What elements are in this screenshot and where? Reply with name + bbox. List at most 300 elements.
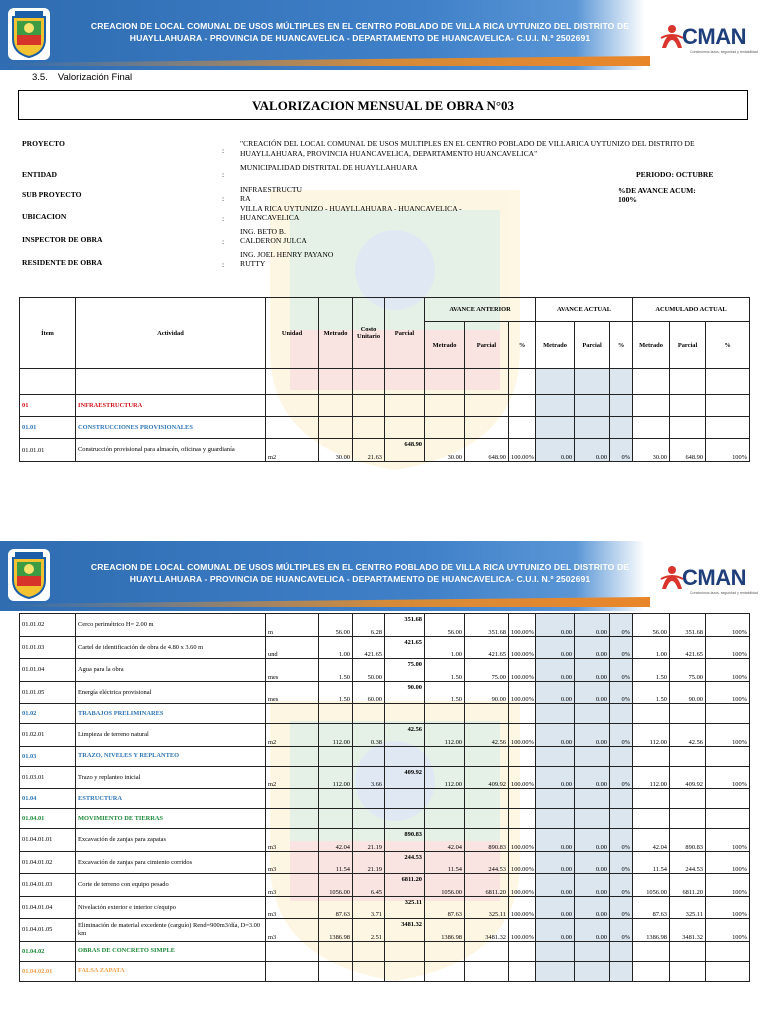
actual-parcial-value: 0.00: [575, 919, 610, 942]
activity-description: Corte de terreno con equipo pesado: [76, 874, 266, 897]
value-avance-acum: 100%: [618, 195, 637, 204]
anterior-metrado-value: 1386.98: [425, 919, 465, 942]
cman-figure-icon: [660, 565, 684, 591]
item-code: 01.01.01: [20, 439, 76, 462]
actual-parcial-value: 0.00: [575, 829, 610, 852]
item-code: 01.04.01.02: [20, 851, 76, 874]
empty-cell: [509, 369, 536, 395]
anterior-parcial-value: 890.83: [465, 829, 509, 852]
colon-proyecto: :: [222, 146, 225, 155]
actual-parcial-value: 0.00: [575, 896, 610, 919]
acumulado-pct-value: 100%: [706, 896, 750, 919]
acumulado-pct-value: 100%: [706, 614, 750, 637]
banner-title-line-1: CREACION DE LOCAL COMUNAL DE USOS MÚLTIPLES EN EL CENTRO POBLADO DE VILLA RICA UYTUNIZO DEL DISTRITO DE: [90, 21, 630, 31]
label-inspector: INSPECTOR DE OBRA: [22, 235, 103, 244]
unit-value: m3: [266, 896, 319, 919]
col-group-acumulado-actual: ACUMULADO ACTUAL: [633, 298, 750, 322]
empty-cell: [670, 417, 706, 439]
actual-parcial-value: 0.00: [575, 766, 610, 789]
unit-cost-value: 2.51: [353, 919, 385, 942]
parcial-value: 3481.32: [385, 919, 425, 942]
empty-cell: [610, 395, 633, 417]
banner-title: [90, 20, 630, 44]
empty-cell: [465, 369, 509, 395]
table-row: [20, 829, 750, 852]
empty-cell: [706, 704, 750, 724]
col-actividad: Actividad: [76, 298, 266, 369]
table-row: [20, 614, 750, 637]
empty-cell: [536, 704, 575, 724]
anterior-parcial-value: 648.90: [465, 439, 509, 462]
unit-value: mes: [266, 659, 319, 682]
unit-cost-value: 6.28: [353, 614, 385, 637]
empty-cell: [633, 704, 670, 724]
acumulado-pct-value: 100%: [706, 829, 750, 852]
banner-title-line-2: HUAYLLAHUARA - PROVINCIA DE HUANCAVELICA - DEPARTAMENTO DE HUANCAVELICA- C.U.I. N.º 2502691: [129, 574, 591, 584]
actual-parcial-value: 0.00: [575, 724, 610, 747]
empty-cell: [425, 961, 465, 981]
empty-cell: [425, 941, 465, 961]
anterior-metrado-value: 56.00: [425, 614, 465, 637]
empty-cell: [509, 704, 536, 724]
empty-cell: [706, 941, 750, 961]
empty-cell: [319, 809, 353, 829]
col-costo-unitario: Costo Unitario: [353, 298, 385, 369]
empty-cell: [536, 789, 575, 809]
unit-cost-value: 60.00: [353, 681, 385, 704]
empty-cell: [633, 789, 670, 809]
empty-cell: [76, 369, 266, 395]
unit-value: m3: [266, 874, 319, 897]
acumulado-metrado-value: 112.00: [633, 766, 670, 789]
colon-sub-proyecto: :: [222, 194, 225, 203]
anterior-parcial-value: 351.68: [465, 614, 509, 637]
empty-cell: [319, 789, 353, 809]
empty-cell: [536, 809, 575, 829]
section-heading: [32, 72, 132, 83]
item-code: 01.01: [20, 417, 76, 439]
actual-pct-value: 0%: [610, 681, 633, 704]
activity-description: Cerco perimétrico H= 2.00 m: [76, 614, 266, 637]
value-inspector: ING. BETO B. CALDERON JULCA: [240, 227, 307, 245]
unit-value: m3: [266, 829, 319, 852]
empty-cell: [465, 417, 509, 439]
empty-cell: [706, 395, 750, 417]
banner-title: [90, 561, 630, 585]
col-actual-metrado: Metrado: [536, 322, 575, 369]
empty-cell: [353, 395, 385, 417]
empty-cell: [266, 809, 319, 829]
anterior-parcial-value: 42.56: [465, 724, 509, 747]
empty-cell: [425, 704, 465, 724]
col-metrado: Metrado: [319, 298, 353, 369]
empty-cell: [633, 809, 670, 829]
empty-cell: [610, 369, 633, 395]
empty-cell: [319, 704, 353, 724]
empty-cell: [465, 704, 509, 724]
empty-cell: [670, 395, 706, 417]
acumulado-metrado-value: 1056.00: [633, 874, 670, 897]
empty-cell: [536, 961, 575, 981]
empty-cell: [266, 417, 319, 439]
empty-cell: [385, 809, 425, 829]
metrado-value: 1056.00: [319, 874, 353, 897]
anterior-parcial-value: 421.65: [465, 636, 509, 659]
actual-metrado-value: 0.00: [536, 766, 575, 789]
item-code: 01.02.01: [20, 724, 76, 747]
metrado-value: 112.00: [319, 724, 353, 747]
actual-pct-value: 0%: [610, 896, 633, 919]
parcial-value: 421.65: [385, 636, 425, 659]
empty-cell: [20, 369, 76, 395]
empty-cell: [575, 417, 610, 439]
acumulado-pct-value: 100%: [706, 874, 750, 897]
activity-description: Energía eléctrica provisional: [76, 681, 266, 704]
actual-pct-value: 0%: [610, 874, 633, 897]
label-periodo: PERIODO: OCTUBRE: [636, 170, 714, 179]
empty-cell: [385, 417, 425, 439]
parcial-value: 351.68: [385, 614, 425, 637]
anterior-parcial-value: 409.92: [465, 766, 509, 789]
acumulado-parcial-value: 6811.20: [670, 874, 706, 897]
empty-cell: [266, 789, 319, 809]
empty-cell: [670, 961, 706, 981]
empty-cell: [670, 369, 706, 395]
empty-cell: [670, 941, 706, 961]
colon-residente: :: [222, 260, 225, 269]
document-title: VALORIZACION MENSUAL DE OBRA N°03: [18, 90, 748, 120]
unit-cost-value: 6.45: [353, 874, 385, 897]
value-ubicacion: VILLA RICA UYTUNIZO - HUAYLLAHUARA - HUANCAVELICA - HUANCAVELICA: [240, 204, 462, 222]
parcial-value: 42.56: [385, 724, 425, 747]
empty-cell: [385, 369, 425, 395]
empty-cell: [385, 789, 425, 809]
empty-cell: [575, 369, 610, 395]
empty-cell: [633, 417, 670, 439]
label-avance-acum: %DE AVANCE ACUM:: [618, 186, 696, 195]
empty-cell: [670, 809, 706, 829]
col-acumulado-metrado: Metrado: [633, 322, 670, 369]
col-anterior-metrado: Metrado: [425, 322, 465, 369]
page-separator: [0, 500, 768, 541]
unit-cost-value: 0.38: [353, 724, 385, 747]
col-anterior-pct: %: [509, 322, 536, 369]
actual-pct-value: 0%: [610, 919, 633, 942]
actual-parcial-value: 0.00: [575, 636, 610, 659]
empty-cell: [509, 417, 536, 439]
table-row: [20, 851, 750, 874]
anterior-pct-value: 100.00%: [509, 829, 536, 852]
empty-cell: [509, 809, 536, 829]
acumulado-pct-value: 100%: [706, 724, 750, 747]
table-section-row: [20, 961, 750, 981]
acumulado-pct-value: 100%: [706, 919, 750, 942]
acumulado-parcial-value: 42.56: [670, 724, 706, 747]
actual-parcial-value: 0.00: [575, 614, 610, 637]
empty-cell: [266, 941, 319, 961]
empty-cell: [266, 395, 319, 417]
empty-cell: [509, 941, 536, 961]
empty-cell: [353, 809, 385, 829]
anterior-pct-value: 100.00%: [509, 636, 536, 659]
anterior-metrado-value: 11.54: [425, 851, 465, 874]
acumulado-parcial-value: 244.53: [670, 851, 706, 874]
anterior-parcial-value: 3481.32: [465, 919, 509, 942]
unit-value: m3: [266, 919, 319, 942]
unit-value: m3: [266, 851, 319, 874]
empty-cell: [266, 746, 319, 766]
table-blank-row: [20, 369, 750, 395]
empty-cell: [706, 961, 750, 981]
empty-cell: [425, 809, 465, 829]
empty-cell: [575, 941, 610, 961]
section-title: OBRAS DE CONCRETO SIMPLE: [76, 941, 266, 961]
label-proyecto: PROYECTO: [22, 139, 65, 148]
cman-logo: [660, 22, 760, 62]
acumulado-parcial-value: 3481.32: [670, 919, 706, 942]
anterior-pct-value: 100.00%: [509, 724, 536, 747]
section-title: CONSTRUCCIONES PROVISIONALES: [76, 417, 266, 439]
table-body-page-1: [20, 369, 750, 462]
unit-value: m2: [266, 724, 319, 747]
metrado-value: 30.00: [319, 439, 353, 462]
col-group-avance-anterior: AVANCE ANTERIOR: [425, 298, 536, 322]
table-row: [20, 659, 750, 682]
activity-description: Trazo y replanteo inicial: [76, 766, 266, 789]
actual-metrado-value: 0.00: [536, 439, 575, 462]
acumulado-pct-value: 100%: [706, 659, 750, 682]
unit-value: m: [266, 614, 319, 637]
empty-cell: [425, 369, 465, 395]
parcial-value: 6811.20: [385, 874, 425, 897]
empty-cell: [575, 704, 610, 724]
actual-metrado-value: 0.00: [536, 874, 575, 897]
valorization-table-page-2: [19, 613, 750, 982]
anterior-pct-value: 100.00%: [509, 681, 536, 704]
actual-pct-value: 0%: [610, 439, 633, 462]
col-acumulado-parcial: Parcial: [670, 322, 706, 369]
colon-ubicacion: :: [222, 214, 225, 223]
value-entidad: MUNICIPALIDAD DISTRITAL DE HUAYLLAHUARA: [240, 163, 418, 172]
unit-value: m2: [266, 439, 319, 462]
table-row: [20, 724, 750, 747]
item-code: 01.04.02.01: [20, 961, 76, 981]
empty-cell: [353, 369, 385, 395]
acumulado-parcial-value: 75.00: [670, 659, 706, 682]
cman-tagline: Construimos lazos, seguridad y rentabilidad: [690, 50, 758, 54]
empty-cell: [610, 417, 633, 439]
cman-wordmark: CMAN: [682, 24, 746, 49]
section-label: Valorización Final: [57, 72, 133, 83]
municipality-crest-logo: [8, 8, 50, 60]
actual-pct-value: 0%: [610, 659, 633, 682]
metrado-value: 11.54: [319, 851, 353, 874]
empty-cell: [385, 746, 425, 766]
item-code: 01.04.01: [20, 809, 76, 829]
acumulado-metrado-value: 87.63: [633, 896, 670, 919]
actual-metrado-value: 0.00: [536, 724, 575, 747]
unit-cost-value: 21.63: [353, 439, 385, 462]
section-title: ESTRUCTURA: [76, 789, 266, 809]
empty-cell: [385, 941, 425, 961]
valorization-table-page-1: [19, 297, 750, 462]
parcial-value: 325.11: [385, 896, 425, 919]
actual-metrado-value: 0.00: [536, 829, 575, 852]
parcial-value: 648.90: [385, 439, 425, 462]
label-sub-proyecto: SUB PROYECTO: [22, 190, 82, 199]
anterior-metrado-value: 1056.00: [425, 874, 465, 897]
anterior-pct-value: 100.00%: [509, 659, 536, 682]
empty-cell: [536, 417, 575, 439]
anterior-pct-value: 100.00%: [509, 766, 536, 789]
item-code: 01.04: [20, 789, 76, 809]
cman-wordmark: CMAN: [682, 565, 746, 590]
empty-cell: [319, 395, 353, 417]
item-code: 01.04.01.03: [20, 874, 76, 897]
empty-cell: [425, 417, 465, 439]
banner-title-line-2: HUAYLLAHUARA - PROVINCIA DE HUANCAVELICA - DEPARTAMENTO DE HUANCAVELICA- C.U.I. N.º 2502691: [129, 33, 591, 43]
anterior-metrado-value: 112.00: [425, 724, 465, 747]
actual-pct-value: 0%: [610, 766, 633, 789]
empty-cell: [610, 789, 633, 809]
unit-cost-value: 50.00: [353, 659, 385, 682]
acumulado-metrado-value: 56.00: [633, 614, 670, 637]
empty-cell: [610, 704, 633, 724]
parcial-value: 890.83: [385, 829, 425, 852]
value-proyecto: "CREACIÓN DEL LOCAL COMUNAL DE USOS MULTIPLES EN EL CENTRO POBLADO DE VILLARICA UYTUNIZO DEL DISTRITO DE HUAYLLAHUARA, PROVINCIA HUANCAVELICA, DEPARTAMENTO HUANCAVELICA": [240, 139, 695, 158]
anterior-metrado-value: 42.04: [425, 829, 465, 852]
activity-description: Construcción provisional para almacén, oficinas y guardianía: [76, 439, 266, 462]
empty-cell: [633, 395, 670, 417]
empty-cell: [670, 746, 706, 766]
section-title: TRABAJOS PRELIMINARES: [76, 704, 266, 724]
acumulado-parcial-value: 421.65: [670, 636, 706, 659]
actual-parcial-value: 0.00: [575, 851, 610, 874]
empty-cell: [509, 395, 536, 417]
empty-cell: [706, 746, 750, 766]
empty-cell: [509, 961, 536, 981]
empty-cell: [536, 395, 575, 417]
empty-cell: [575, 961, 610, 981]
empty-cell: [353, 746, 385, 766]
col-acumulado-pct: %: [706, 322, 750, 369]
empty-cell: [319, 941, 353, 961]
empty-cell: [465, 809, 509, 829]
unit-value: mes: [266, 681, 319, 704]
item-code: 01.04.01.05: [20, 919, 76, 942]
empty-cell: [670, 704, 706, 724]
item-code: 01.04.01.04: [20, 896, 76, 919]
actual-pct-value: 0%: [610, 829, 633, 852]
empty-cell: [385, 395, 425, 417]
empty-cell: [633, 941, 670, 961]
acumulado-parcial-value: 325.11: [670, 896, 706, 919]
activity-description: Limpieza de terreno natural: [76, 724, 266, 747]
anterior-pct-value: 100.00%: [509, 439, 536, 462]
item-code: 01.01.03: [20, 636, 76, 659]
section-title: FALSA ZAPATA: [76, 961, 266, 981]
acumulado-pct-value: 100%: [706, 851, 750, 874]
empty-cell: [266, 704, 319, 724]
col-parcial: Parcial: [385, 298, 425, 369]
empty-cell: [575, 789, 610, 809]
anterior-metrado-value: 87.63: [425, 896, 465, 919]
actual-metrado-value: 0.00: [536, 636, 575, 659]
empty-cell: [536, 746, 575, 766]
empty-cell: [465, 961, 509, 981]
anterior-pct-value: 100.00%: [509, 614, 536, 637]
actual-pct-value: 0%: [610, 636, 633, 659]
acumulado-pct-value: 100%: [706, 681, 750, 704]
table-row: [20, 636, 750, 659]
metrado-value: 1.50: [319, 659, 353, 682]
metrado-value: 56.00: [319, 614, 353, 637]
empty-cell: [425, 746, 465, 766]
acumulado-metrado-value: 1.50: [633, 681, 670, 704]
empty-cell: [425, 789, 465, 809]
acumulado-metrado-value: 30.00: [633, 439, 670, 462]
value-sub-proyecto-1: INFRAESTRUCTU: [240, 185, 303, 194]
empty-cell: [266, 369, 319, 395]
empty-cell: [610, 746, 633, 766]
item-code: 01.01.02: [20, 614, 76, 637]
empty-cell: [610, 809, 633, 829]
cman-tagline: Construimos lazos, seguridad y rentabilidad: [690, 591, 758, 595]
col-actual-parcial: Parcial: [575, 322, 610, 369]
empty-cell: [425, 395, 465, 417]
parcial-value: 75.00: [385, 659, 425, 682]
empty-cell: [575, 809, 610, 829]
unit-value: und: [266, 636, 319, 659]
label-entidad: ENTIDAD: [22, 170, 58, 179]
section-title: INFRAESTRUCTURA: [76, 395, 266, 417]
empty-cell: [633, 369, 670, 395]
acumulado-metrado-value: 11.54: [633, 851, 670, 874]
empty-cell: [465, 789, 509, 809]
empty-cell: [465, 395, 509, 417]
actual-parcial-value: 0.00: [575, 659, 610, 682]
activity-description: Agua para la obra: [76, 659, 266, 682]
actual-pct-value: 0%: [610, 851, 633, 874]
empty-cell: [266, 961, 319, 981]
empty-cell: [319, 417, 353, 439]
anterior-parcial-value: 325.11: [465, 896, 509, 919]
empty-cell: [633, 961, 670, 981]
anterior-parcial-value: 75.00: [465, 659, 509, 682]
table-section-row: [20, 704, 750, 724]
empty-cell: [575, 746, 610, 766]
acumulado-parcial-value: 890.83: [670, 829, 706, 852]
actual-metrado-value: 0.00: [536, 896, 575, 919]
item-code: 01.01.04: [20, 659, 76, 682]
anterior-metrado-value: 1.50: [425, 681, 465, 704]
table-section-row: [20, 395, 750, 417]
document-page-2: [0, 541, 768, 1024]
colon-entidad: :: [222, 170, 225, 179]
cman-figure-icon: [660, 24, 684, 50]
anterior-pct-value: 100.00%: [509, 896, 536, 919]
actual-parcial-value: 0.00: [575, 874, 610, 897]
acumulado-metrado-value: 1.00: [633, 636, 670, 659]
acumulado-metrado-value: 42.04: [633, 829, 670, 852]
activity-description: Excavación de zanjas para zapatas: [76, 829, 266, 852]
actual-pct-value: 0%: [610, 724, 633, 747]
activity-description: Excavación de zanjas para cimiento corridos: [76, 851, 266, 874]
unit-cost-value: 21.19: [353, 829, 385, 852]
empty-cell: [633, 746, 670, 766]
actual-metrado-value: 0.00: [536, 919, 575, 942]
section-title: TRAZO, NIVELES Y REPLANTEO: [76, 746, 266, 766]
